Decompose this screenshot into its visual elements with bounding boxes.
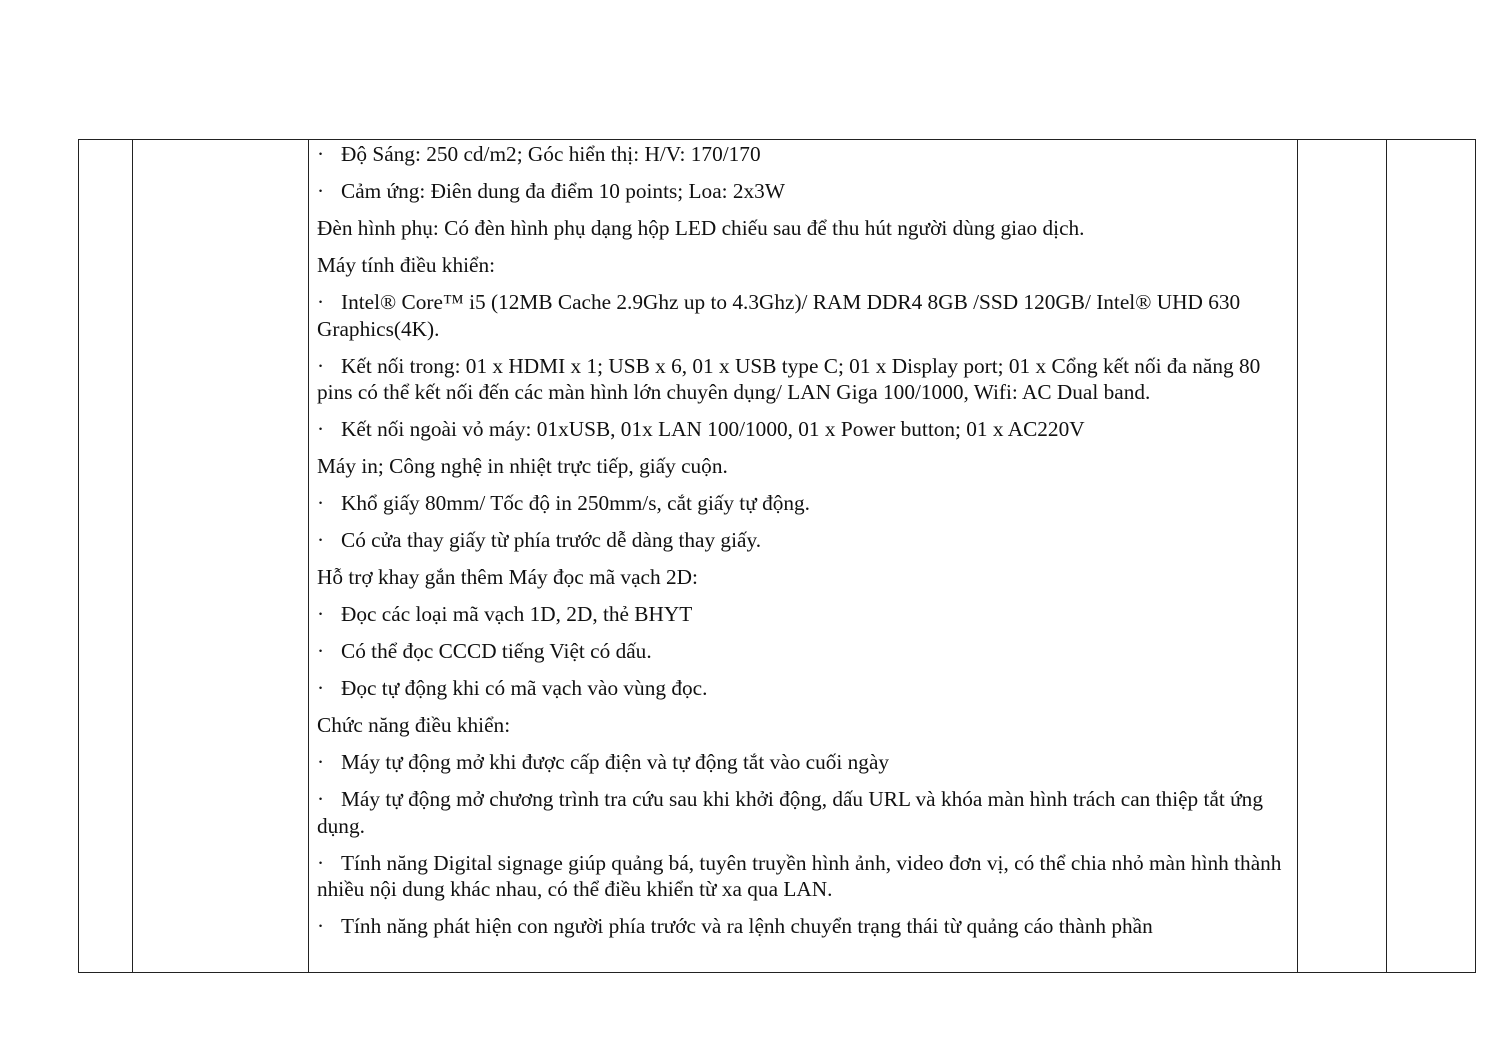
paragraph-text: Kết nối ngoài vỏ máy: 01xUSB, 01x LAN 100/1000, 01 x Power button; 01 x AC220V — [341, 417, 1085, 441]
bullet-paragraph — [317, 913, 1285, 940]
bullet-paragraph — [317, 749, 1285, 776]
paragraph-text: Cảm ứng: Điên dung đa điểm 10 points; Loa: 2x3W — [341, 179, 785, 203]
paragraph-text: Máy tính điều khiển: — [317, 253, 496, 277]
bullet-marker: · — [317, 639, 325, 663]
bullet-marker: · — [317, 914, 325, 938]
bullet-paragraph — [317, 353, 1285, 406]
paragraph-text: Đèn hình phụ: Có đèn hình phụ dạng hộp LED chiếu sau để thu hút người dùng giao dịch. — [317, 216, 1085, 240]
bullet-marker: · — [317, 850, 325, 875]
bullet-paragraph — [317, 601, 1285, 628]
table-row — [79, 140, 1476, 973]
paragraph-text: Kết nối trong: 01 x HDMI x 1; USB x 6, 01 x USB type C; 01 x Display port; 01 x Cổng kết nối đa năng 80 pins có thể kết nối đến các màn hình lớn chuyên dụng/ LAN Giga 100/1000, Wifi: AC Dual band. — [317, 353, 1261, 404]
bullet-marker: · — [317, 290, 325, 314]
bullet-marker: · — [317, 142, 325, 166]
paragraph — [317, 564, 1285, 591]
paragraph-text: Intel® Core™ i5 (12MB Cache 2.9Ghz up to 4.3Ghz)/ RAM DDR4 8GB /SSD 120GB/ Intel® UHD 630 Graphics(4K). — [317, 290, 1241, 341]
paragraph-text: Đọc các loại mã vạch 1D, 2D, thẻ BHYT — [341, 602, 693, 626]
paragraph-text: Đọc tự động khi có mã vạch vào vùng đọc. — [341, 676, 708, 700]
paragraph-text: Máy tự động mở khi được cấp điện và tự động tắt vào cuối ngày — [341, 750, 890, 774]
bullet-paragraph — [317, 178, 1285, 205]
bullet-paragraph — [317, 490, 1285, 517]
bullet-marker: · — [317, 602, 325, 626]
paragraph-text: Tính năng phát hiện con người phía trước và ra lệnh chuyển trạng thái từ quảng cáo thành phần — [341, 914, 1153, 938]
bullet-paragraph — [317, 850, 1285, 903]
bullet-marker: · — [317, 417, 325, 441]
bullet-marker: · — [317, 528, 325, 552]
paragraph — [317, 712, 1285, 739]
bullet-marker: · — [317, 787, 325, 811]
bullet-paragraph — [317, 786, 1285, 839]
paragraph-text: Có thể đọc CCCD tiếng Việt có dấu. — [341, 639, 652, 663]
paragraph-text: Máy in; Công nghệ in nhiệt trực tiếp, giấy cuộn. — [317, 454, 728, 478]
table-cell-quantity — [1387, 140, 1476, 973]
paragraph-text: Chức năng điều khiển: — [317, 713, 511, 737]
paragraph-text: Máy tự động mở chương trình tra cứu sau khi khởi động, dấu URL và khóa màn hình trách can thiệp tắt ứng dụng. — [317, 787, 1263, 838]
table-cell-specification — [309, 140, 1298, 973]
paragraph — [317, 252, 1285, 279]
spec-table — [78, 139, 1476, 973]
bullet-paragraph — [317, 675, 1285, 702]
paragraph-text: Khổ giấy 80mm/ Tốc độ in 250mm/s, cắt giấy tự động. — [341, 491, 810, 515]
paragraph-text: Có cửa thay giấy từ phía trước dễ dàng thay giấy. — [341, 528, 762, 552]
table-cell-item — [133, 140, 309, 973]
bullet-paragraph — [317, 638, 1285, 665]
paragraph-text: Độ Sáng: 250 cd/m2; Góc hiển thị: H/V: 170/170 — [341, 142, 761, 166]
paragraph-text: Tính năng Digital signage giúp quảng bá, tuyên truyền hình ảnh, video đơn vị, có thể chia nhỏ màn hình thành nhiều nội dung khác nhau, có thể điều khiển từ xa qua LAN. — [317, 850, 1282, 901]
paragraph — [317, 215, 1285, 242]
bullet-marker: · — [317, 179, 325, 203]
bullet-paragraph — [317, 416, 1285, 443]
specification-text — [317, 141, 1285, 940]
table-cell-unit — [1298, 140, 1387, 973]
bullet-paragraph — [317, 289, 1285, 342]
table-cell-index — [79, 140, 133, 973]
bullet-marker: · — [317, 750, 325, 774]
bullet-paragraph — [317, 141, 1285, 168]
paragraph-text: Hỗ trợ khay gắn thêm Máy đọc mã vạch 2D: — [317, 565, 698, 589]
bullet-marker: · — [317, 353, 325, 378]
bullet-marker: · — [317, 676, 325, 700]
paragraph — [317, 453, 1285, 480]
bullet-paragraph — [317, 527, 1285, 554]
bullet-marker: · — [317, 491, 325, 515]
